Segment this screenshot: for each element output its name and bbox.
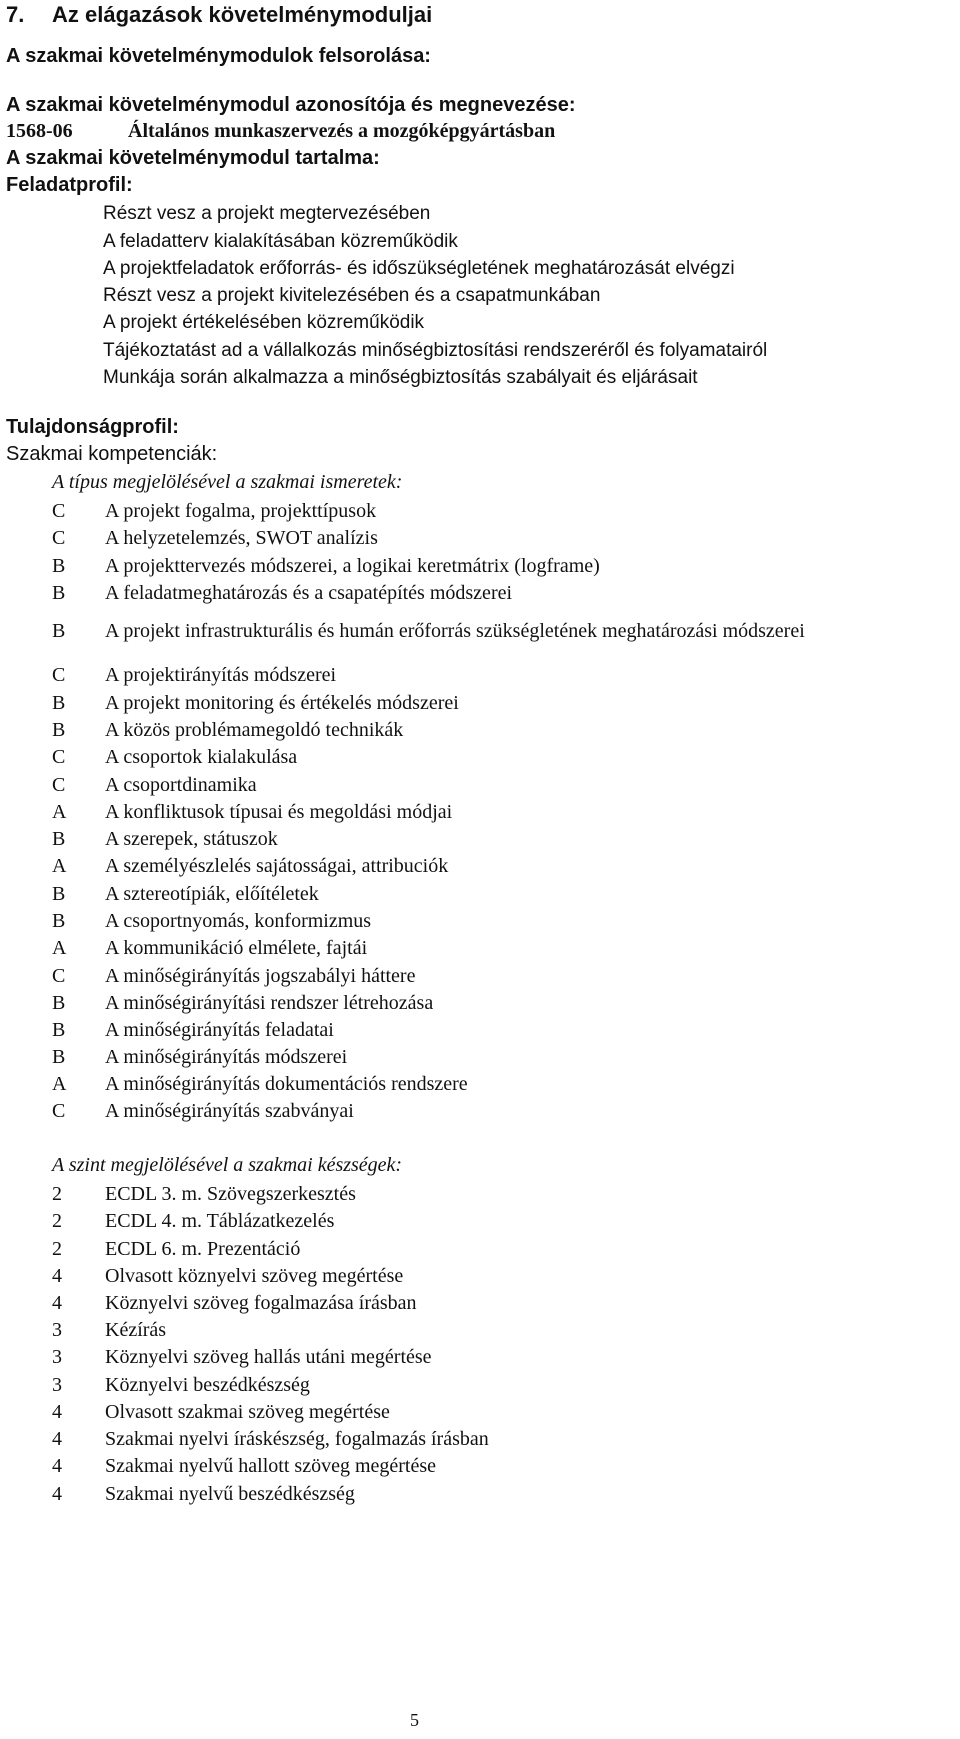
- knowledge-text: A feladatmeghatározás és a csapatépítés módszerei: [105, 582, 513, 604]
- knowledge-level: C: [52, 965, 66, 987]
- skill-text: Olvasott köznyelvi szöveg megértése: [105, 1265, 404, 1287]
- knowledge-level: B: [52, 582, 66, 604]
- knowledge-level: B: [52, 992, 66, 1014]
- knowledge-level: C: [52, 527, 66, 549]
- knowledge-level: A: [52, 937, 67, 959]
- module-content-heading: A szakmai követelménymodul tartalma:: [6, 147, 380, 169]
- task-item: Tájékoztatást ad a vállalkozás minőségbiztosítási rendszeréről és folyamatairól: [103, 340, 768, 361]
- knowledge-text: A minőségirányítás jogszabályi háttere: [105, 965, 416, 987]
- knowledge-level: C: [52, 664, 66, 686]
- knowledge-level: C: [52, 1100, 66, 1122]
- knowledge-text: A minőségirányítás feladatai: [105, 1019, 334, 1041]
- skill-level: 4: [52, 1401, 62, 1423]
- knowledge-level: B: [52, 719, 66, 741]
- task-item: Munkája során alkalmazza a minőségbiztosítás szabályait és eljárásait: [103, 367, 698, 388]
- skills-heading: A szint megjelölésével a szakmai készségek:: [52, 1154, 403, 1176]
- skill-level: 2: [52, 1210, 62, 1232]
- skill-level: 4: [52, 1428, 62, 1450]
- module-list-heading: A szakmai követelménymodulok felsorolása:: [6, 45, 431, 67]
- skill-level: 2: [52, 1238, 62, 1260]
- task-item: A projektfeladatok erőforrás- és időszükségletének meghatározását elvégzi: [103, 258, 735, 279]
- task-profile-heading: Feladatprofil:: [6, 174, 133, 196]
- knowledge-level: C: [52, 774, 66, 796]
- knowledge-level: B: [52, 555, 66, 577]
- task-item: Részt vesz a projekt megtervezésében: [103, 203, 431, 224]
- module-code: 1568-06: [6, 120, 73, 142]
- knowledge-text: A projekttervezés módszerei, a logikai keretmátrix (logframe): [105, 555, 600, 577]
- skill-text: Köznyelvi szöveg fogalmazása írásban: [105, 1292, 417, 1314]
- knowledge-text: A minőségirányítási rendszer létrehozása: [105, 992, 434, 1014]
- skill-text: Kézírás: [105, 1319, 167, 1341]
- property-profile-heading: Tulajdonságprofil:: [6, 416, 179, 438]
- knowledge-text: A konfliktusok típusai és megoldási módjai: [105, 801, 453, 823]
- skill-text: Szakmai nyelvű hallott szöveg megértése: [105, 1455, 437, 1477]
- knowledge-level: A: [52, 1073, 67, 1095]
- skill-text: ECDL 6. m. Prezentáció: [105, 1238, 301, 1260]
- skill-level: 4: [52, 1483, 62, 1505]
- skill-level: 2: [52, 1183, 62, 1205]
- knowledge-heading: A típus megjelölésével a szakmai ismeretek:: [52, 471, 403, 493]
- knowledge-text: A projektirányítás módszerei: [105, 664, 337, 686]
- knowledge-text: A csoportdinamika: [105, 774, 257, 796]
- skill-level: 3: [52, 1319, 62, 1341]
- task-item: A feladatterv kialakításában közreműködik: [103, 231, 458, 252]
- knowledge-level: C: [52, 500, 66, 522]
- section-title: Az elágazások követelménymoduljai: [52, 2, 433, 27]
- knowledge-level: C: [52, 746, 66, 768]
- skill-text: ECDL 3. m. Szövegszerkesztés: [105, 1183, 356, 1205]
- knowledge-level: B: [52, 620, 66, 642]
- skill-text: Köznyelvi szöveg hallás utáni megértése: [105, 1346, 432, 1368]
- knowledge-text: A minőségirányítás módszerei: [105, 1046, 348, 1068]
- skill-level: 4: [52, 1455, 62, 1477]
- knowledge-text: A szerepek, státuszok: [105, 828, 278, 850]
- knowledge-text: A csoportok kialakulása: [105, 746, 298, 768]
- knowledge-text: A minőségirányítás dokumentációs rendszere: [105, 1073, 468, 1095]
- knowledge-text: A közös problémamegoldó technikák: [105, 719, 404, 741]
- knowledge-level: A: [52, 855, 67, 877]
- knowledge-text: A személyészlelés sajátosságai, attribuciók: [105, 855, 449, 877]
- competences-label: Szakmai kompetenciák:: [6, 443, 218, 465]
- page-number: 5: [410, 1710, 419, 1730]
- skill-level: 4: [52, 1292, 62, 1314]
- knowledge-text: A helyzetelemzés, SWOT analízis: [105, 527, 378, 549]
- knowledge-text: A minőségirányítás szabványai: [105, 1100, 354, 1122]
- knowledge-level: B: [52, 692, 66, 714]
- knowledge-text: A projekt monitoring és értékelés módszerei: [105, 692, 459, 714]
- skill-level: 3: [52, 1346, 62, 1368]
- knowledge-level: A: [52, 801, 67, 823]
- skill-text: Szakmai nyelvi íráskészség, fogalmazás írásban: [105, 1428, 489, 1450]
- knowledge-text: A projekt infrastrukturális és humán erőforrás szükségletének meghatározási módszerei: [105, 620, 805, 642]
- skill-level: 4: [52, 1265, 62, 1287]
- task-item: Részt vesz a projekt kivitelezésében és a csapatmunkában: [103, 285, 601, 306]
- knowledge-level: B: [52, 883, 66, 905]
- skill-level: 3: [52, 1374, 62, 1396]
- skill-text: ECDL 4. m. Táblázatkezelés: [105, 1210, 335, 1232]
- task-item: A projekt értékelésében közreműködik: [103, 312, 425, 333]
- knowledge-text: A kommunikáció elmélete, fajtái: [105, 937, 368, 959]
- knowledge-text: A projekt fogalma, projekttípusok: [105, 500, 377, 522]
- knowledge-text: A sztereotípiák, előítéletek: [105, 883, 319, 905]
- knowledge-level: B: [52, 828, 66, 850]
- knowledge-level: B: [52, 1019, 66, 1041]
- module-id-heading: A szakmai követelménymodul azonosítója és megnevezése:: [6, 94, 576, 116]
- knowledge-level: B: [52, 1046, 66, 1068]
- section-number: 7.: [6, 2, 25, 27]
- module-name: Általános munkaszervezés a mozgóképgyártásban: [128, 120, 556, 142]
- skill-text: Olvasott szakmai szöveg megértése: [105, 1401, 390, 1423]
- knowledge-text: A csoportnyomás, konformizmus: [105, 910, 372, 932]
- skill-text: Szakmai nyelvű beszédkészség: [105, 1483, 355, 1505]
- skill-text: Köznyelvi beszédkészség: [105, 1374, 310, 1396]
- knowledge-level: B: [52, 910, 66, 932]
